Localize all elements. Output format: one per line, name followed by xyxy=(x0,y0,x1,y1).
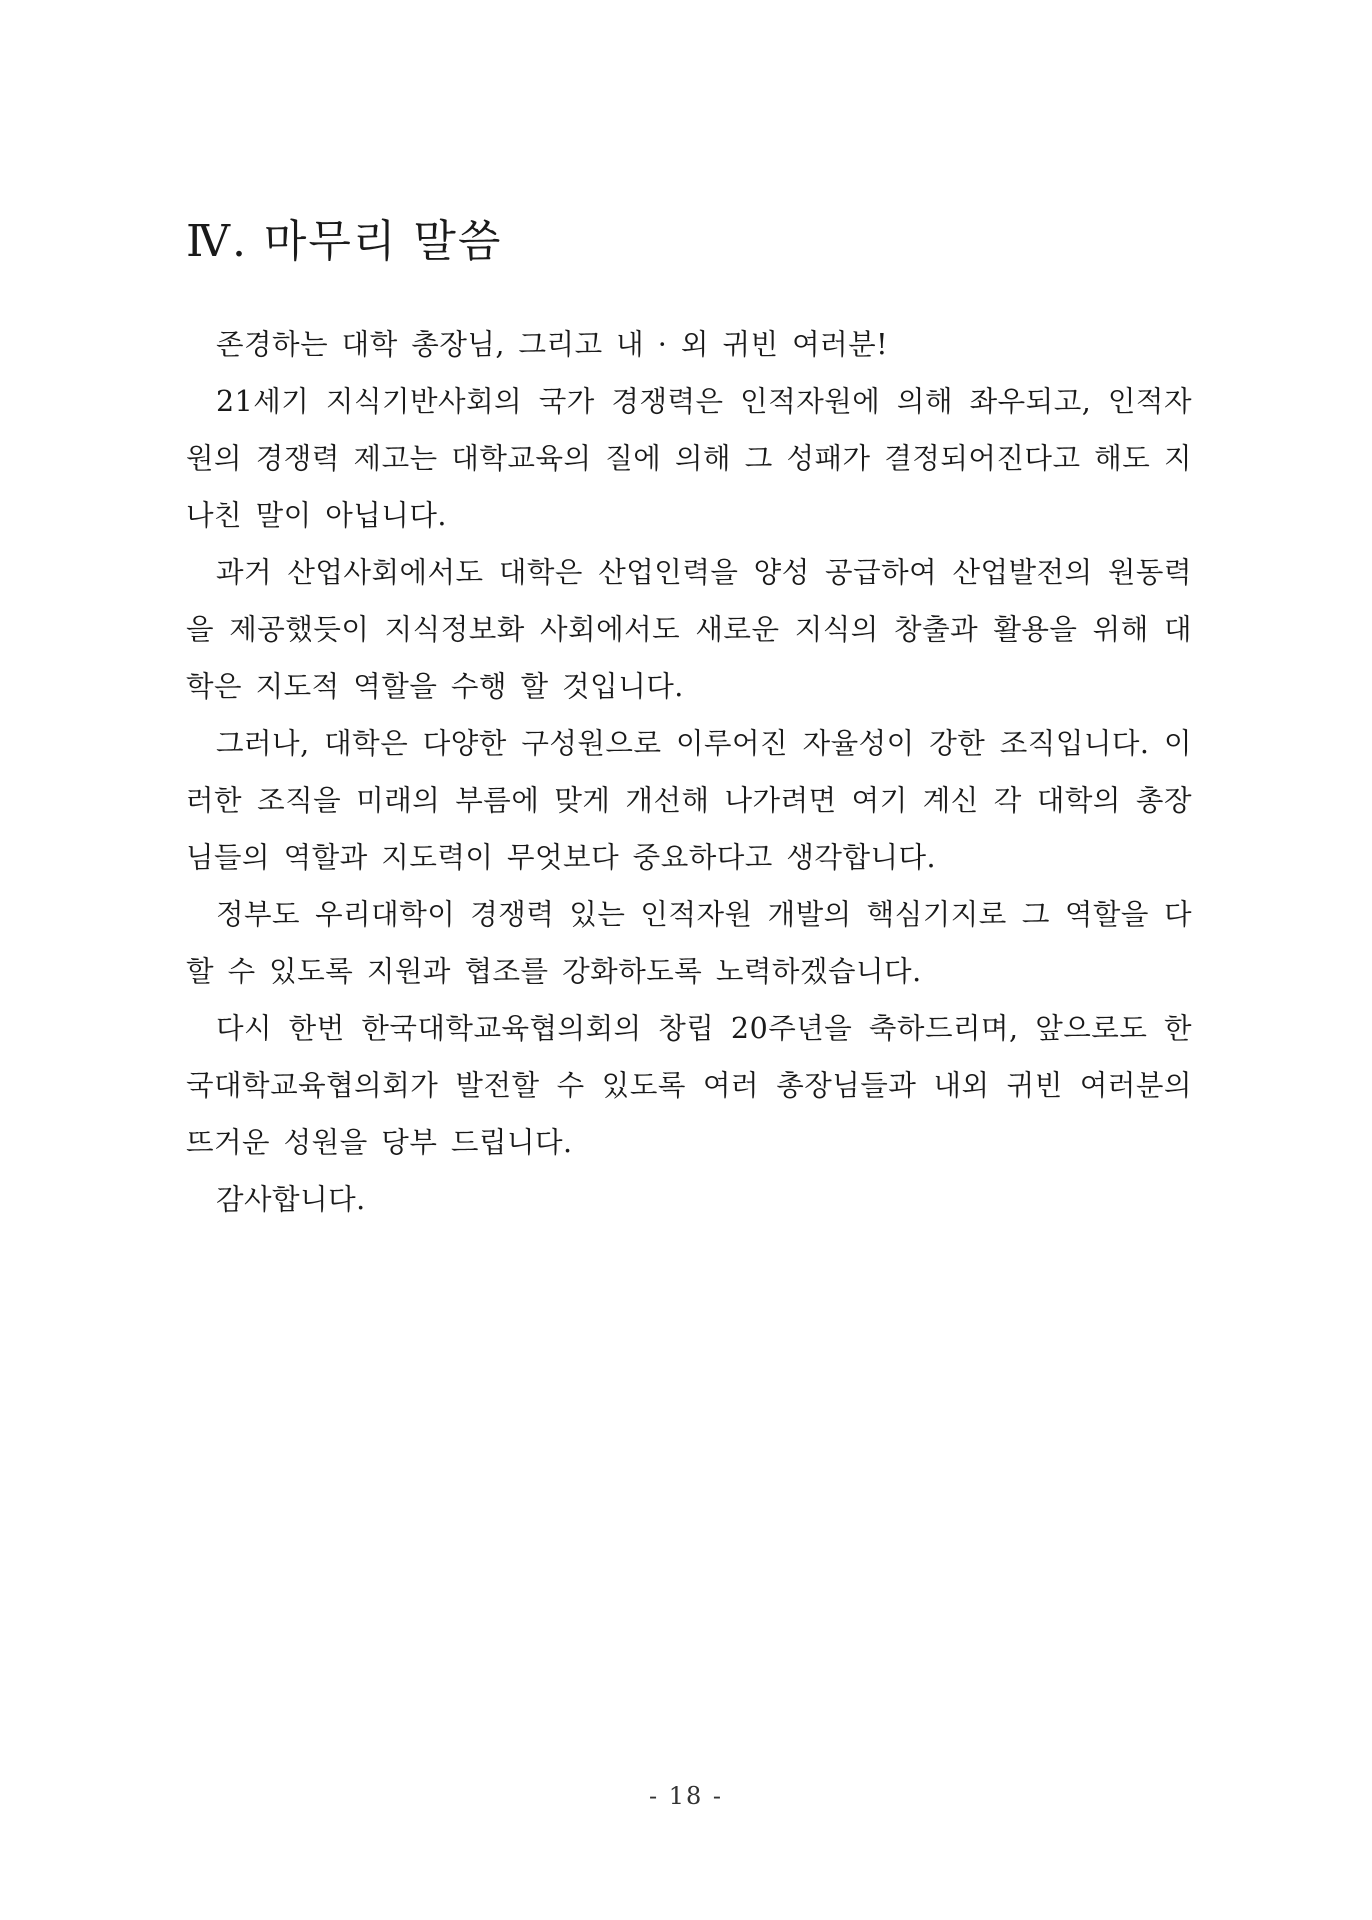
paragraph-leadership: 그러나, 대학은 다양한 구성원으로 이루어진 자율성이 강한 조직입니다. 이러한 조직을 미래의 부름에 맞게 개선해 나가려면 여기 계신 각 대학의 총장님들의 역할과 지도력이 무엇보다 중요하다고 생각합니다. xyxy=(186,727,1192,874)
paragraph-university-role: 과거 산업사회에서도 대학은 산업인력을 양성 공급하여 산업발전의 원동력을 제공했듯이 지식정보화 사회에서도 새로운 지식의 창출과 활용을 위해 대학은 지도적 역할을 수행 할 것입니다. xyxy=(186,556,1192,703)
body-text xyxy=(186,316,1192,1228)
section-heading: Ⅳ. 마무리 말씀 xyxy=(186,216,503,267)
paragraph-government-support: 정부도 우리대학이 경쟁력 있는 인적자원 개발의 핵심기지로 그 역할을 다할 수 있도록 지원과 협조를 강화하도록 노력하겠습니다. xyxy=(186,898,1192,988)
page-number: - 18 - xyxy=(648,1782,723,1810)
paragraph-competitiveness: 21세기 지식기반사회의 국가 경쟁력은 인적자원에 의해 좌우되고, 인적자원의 경쟁력 제고는 대학교육의 질에 의해 그 성패가 결정되어진다고 해도 지나친 말이 아닙니다. xyxy=(186,385,1192,532)
paragraph-greeting: 존경하는 대학 총장님, 그리고 내 · 외 귀빈 여러분! xyxy=(216,328,889,361)
paragraph-congratulations: 다시 한번 한국대학교육협의회의 창립 20주년을 축하드리며, 앞으로도 한국대학교육협의회가 발전할 수 있도록 여러 총장님들과 내외 귀빈 여러분의 뜨거운 성원을 당부 드립니다. xyxy=(186,1012,1192,1159)
paragraph-thanks: 감사합니다. xyxy=(216,1183,366,1216)
